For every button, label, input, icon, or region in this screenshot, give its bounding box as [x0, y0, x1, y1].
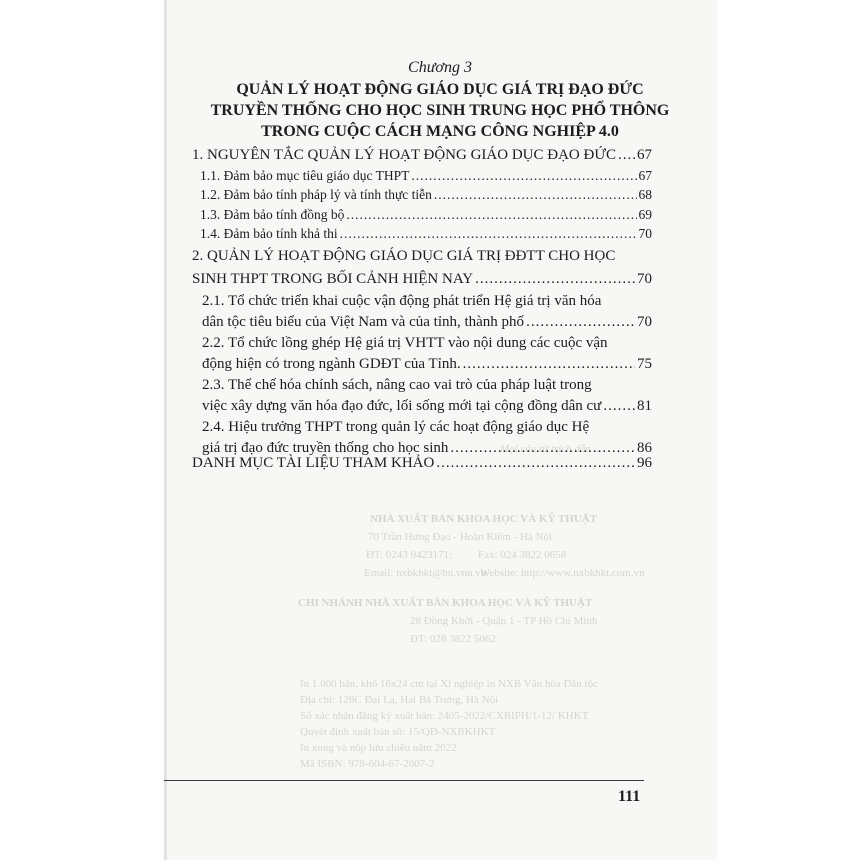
- toc-entry[interactable]: [192, 168, 652, 188]
- showthrough-print-line: Địa chỉ: 128C Đại La, Hai Bà Trưng, Hà Nội: [300, 694, 499, 706]
- showthrough-email: Email: nxbkhkt@hn.vnn.vn: [364, 567, 487, 579]
- toc-entry-title: 2.2. Tổ chức lồng ghép Hệ giá trị VHTT vào nội dung các cuộc vận: [202, 335, 608, 351]
- toc-entry[interactable]: [192, 271, 652, 293]
- showthrough-mirror-note: Mọi câu từ trích dẫn ...: [500, 443, 602, 455]
- toc-entry-title: 1. NGUYÊN TẮC QUẢN LÝ HOẠT ĐỘNG GIÁO DỤC ĐẠO ĐỨC: [192, 147, 616, 163]
- leader-dots: [434, 187, 637, 203]
- toc-page-number: 67: [637, 147, 652, 163]
- toc-page-number: 70: [637, 271, 652, 287]
- page-gutter-edge: [164, 0, 167, 860]
- toc-entry[interactable]: [192, 398, 652, 420]
- toc-entry-title: giá trị đạo đức truyền thống cho học sinh: [202, 440, 449, 456]
- showthrough-phone: ĐT: 0243 9423171;: [366, 549, 453, 561]
- toc-entry-line[interactable]: [192, 248, 652, 270]
- toc-page-number: 75: [637, 356, 652, 372]
- showthrough-fax: Fax: 024 3822 0658: [478, 549, 567, 561]
- toc-page-number: 69: [638, 207, 652, 222]
- showthrough-print-line: Số xác nhận đăng ký xuất bản: 2405-2022/CXBIPH/1-12/ KHKT: [300, 710, 589, 722]
- toc-entry-line[interactable]: [192, 419, 652, 441]
- toc-entry-title: 2.1. Tổ chức triển khai cuộc vận động phát triển Hệ giá trị văn hóa: [202, 293, 602, 309]
- toc-entry[interactable]: [192, 187, 652, 207]
- page-number: 111: [618, 788, 641, 805]
- chapter-title-line: TRONG CUỘC CÁCH MẠNG CÔNG NGHIỆP 4.0: [261, 123, 619, 140]
- toc-page-number: 67: [638, 168, 652, 183]
- showthrough-print-line: Mã ISBN: 978-604-67-2007-2: [300, 758, 435, 770]
- showthrough-website: Website: http://www.nxbkhkt.com.vn: [480, 567, 645, 579]
- toc-page-number: 96: [637, 455, 652, 471]
- toc-entry-title: dân tộc tiêu biểu của Việt Nam và của tỉnh, thành phố: [202, 314, 525, 330]
- footer-rule: [164, 780, 644, 781]
- toc-page-number: 86: [637, 440, 652, 456]
- toc-entry[interactable]: [192, 207, 652, 227]
- chapter-label: Chương 3: [408, 59, 472, 76]
- leader-dots: [411, 168, 636, 184]
- leader-dots: [618, 147, 635, 164]
- toc-page-number: 81: [637, 398, 652, 414]
- showthrough-publisher: NHÀ XUẤT BẢN KHOA HỌC VÀ KỸ THUẬT: [370, 513, 598, 525]
- leader-dots: [346, 207, 636, 223]
- showthrough-branch: CHI NHÁNH NHÀ XUẤT BẢN KHOA HỌC VÀ KỸ THUẬT: [298, 597, 593, 609]
- chapter-title-line: TRUYỀN THỐNG CHO HỌC SINH TRUNG HỌC PHỔ THÔNG: [210, 102, 670, 119]
- toc-entry-title: 1.2. Đảm bảo tính pháp lý và tính thực tiễn: [200, 187, 432, 202]
- chapter-title: [190, 79, 690, 142]
- toc-entry[interactable]: [192, 226, 652, 246]
- showthrough-print-line: In xong và nộp lưu chiểu năm 2022: [300, 742, 457, 754]
- leader-dots: [475, 271, 635, 288]
- showthrough-branch-phone: ĐT: 028 3822 5062: [410, 633, 496, 645]
- showthrough-branch-address: 28 Đồng Khởi - Quận 1 - TP Hồ Chí Minh: [410, 615, 598, 627]
- leader-dots: [463, 356, 635, 373]
- toc-page-number: 70: [637, 314, 652, 330]
- chapter-title-line: QUẢN LÝ HOẠT ĐỘNG GIÁO DỤC GIÁ TRỊ ĐẠO ĐỨC: [236, 81, 644, 98]
- toc-entry-title: SINH THPT TRONG BỐI CẢNH HIỆN NAY: [192, 271, 474, 287]
- toc-entry-title: 1.3. Đảm bảo tính đồng bộ: [200, 207, 345, 222]
- toc-entry-title: 2. QUẢN LÝ HOẠT ĐỘNG GIÁO DỤC GIÁ TRỊ ĐĐTT CHO HỌC: [192, 248, 616, 264]
- leader-dots: [526, 314, 635, 331]
- toc-page-number: 70: [638, 226, 652, 241]
- toc-entry[interactable]: [192, 147, 652, 169]
- showthrough-print-line: Quyết định xuất bản số: 15/QĐ-NXBKHKT: [300, 726, 496, 738]
- toc-entry[interactable]: [192, 314, 652, 336]
- toc-entry-title: việc xây dựng văn hóa đạo đức, lối sống mới tại cộng đồng dân cư: [202, 398, 602, 414]
- showthrough-print-line: In 1.000 bản, khổ 16x24 cm tại Xí nghiệp in NXB Văn hóa Dân tộc: [300, 678, 598, 690]
- toc-entry-title: 2.3. Thể chế hóa chính sách, nâng cao vai trò của pháp luật trong: [202, 377, 592, 393]
- showthrough-address: 70 Trần Hưng Đạo - Hoàn Kiếm - Hà Nội: [368, 531, 553, 543]
- toc-entry[interactable]: [192, 356, 652, 378]
- toc-entry-title: động hiện có trong ngành GDĐT của Tỉnh.: [202, 356, 461, 372]
- toc-entry-title: 1.1. Đảm bảo mục tiêu giáo dục THPT: [200, 168, 410, 183]
- leader-dots: [603, 398, 635, 415]
- toc-entry-title: DANH MỤC TÀI LIỆU THAM KHẢO: [192, 455, 435, 471]
- toc-entry-references[interactable]: [192, 455, 652, 477]
- toc-page-number: 68: [638, 187, 652, 202]
- toc-entry-title: 1.4. Đảm bảo tính khả thi: [200, 226, 338, 241]
- leader-dots: [340, 226, 637, 242]
- leader-dots: [436, 455, 635, 472]
- toc-entry-line[interactable]: [192, 293, 652, 315]
- toc-entry-line[interactable]: [192, 335, 652, 357]
- toc-entry-title: 2.4. Hiệu trưởng THPT trong quản lý các hoạt động giáo dục Hệ: [202, 419, 590, 435]
- toc-entry-line[interactable]: [192, 377, 652, 399]
